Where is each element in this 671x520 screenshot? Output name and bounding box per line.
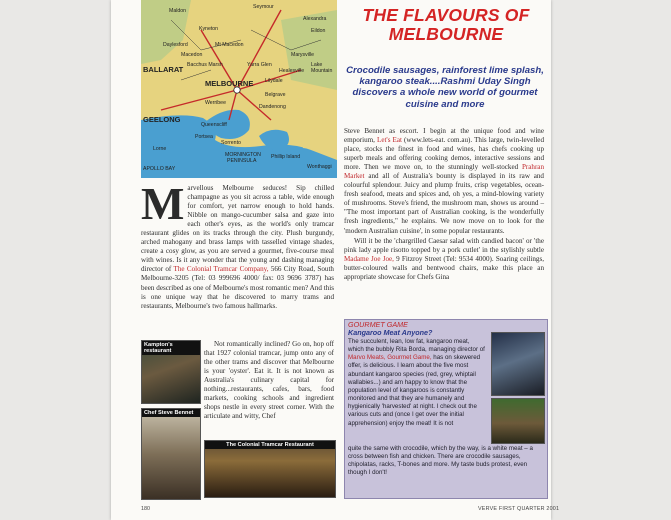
- text: and all of Australia's bounty is displayed in its raw and colourful splendour. Juicy and plump fruits, crisp vegetables, ocean-fresh seafood, meats and spices and, oh yes, a mind-blowing variety of mushrooms. Steve's friend, the mushroom man, shows us around – "The most important part of Australian cooking, is the wonderfully fresh ingredients," he explains. We now move on to look for the 'modern Australian cuisine', in some popular restaurants.: [344, 172, 544, 235]
- photo-kamptons: [141, 340, 201, 404]
- svg-text:Mountain: Mountain: [311, 68, 333, 74]
- svg-text:Queenscliff: Queenscliff: [201, 122, 227, 128]
- svg-text:MELBOURNE: MELBOURNE: [205, 79, 254, 88]
- restaurant-paragraph: [344, 237, 544, 282]
- column-1-lower: [204, 340, 334, 421]
- column-1: [141, 178, 334, 311]
- intro-text-end: 566 City Road, South Melbourne-3205 (Tel: 03 999696 4000/ fax: 03 9696 3787) has been described as one of Melbourne's most romantic men? And this is one unique way that he discovered to marry trams and restaurants, Melbourne's two famous hallmarks.: [141, 265, 334, 310]
- svg-text:Lake: Lake: [311, 62, 323, 68]
- svg-text:Macedon: Macedon: [181, 52, 203, 58]
- magazine-footer: VERVE FIRST QUARTER 2001: [478, 506, 560, 512]
- svg-text:MORNINGTON: MORNINGTON: [225, 152, 261, 158]
- sidebar-subheading: Kangaroo Meat Anyone?: [348, 328, 433, 337]
- article-title: THE FLAVOURS OF MELBOURNE: [362, 5, 530, 44]
- emporium-paragraph: [344, 127, 544, 236]
- page-number: 180: [141, 506, 150, 512]
- link-prahran-market[interactable]: Prahran Market: [344, 163, 544, 181]
- sidebar-heading: GOURMET GAME: [348, 320, 408, 329]
- map-graphic: [141, 0, 337, 178]
- text: Steve Bennet as escort. I begin at the unique food and wine emporium,: [344, 127, 544, 145]
- svg-text:Mt Macedon: Mt Macedon: [215, 42, 244, 48]
- sidebar-text-1: [348, 338, 486, 428]
- romance-paragraph: Not romantically inclined? Go on, hop off that 1927 colonial tramcar, jump onto any of the other trams and discover that Melbourne is your 'oyster'. Eat it. It is not known as Australia's culinary capital for nothing...restaurants, cafes, bars, food markets, cooking schools and ingredient shops nestle in every street corner. With the articulate and witty, Chef: [204, 340, 334, 421]
- svg-text:Marysville: Marysville: [291, 52, 315, 58]
- text: has on skewered offer, is delicious. I learn about the five most abundant kangaroo species (red, grey, whiptail wallabies...) and am happy to know that the population level of kangaroos is constantly monitored and that they are humanely and hygienically 'harvested' at night. I check out the various cuts and (once I get over the initial apprehension) enjoy the meat! It is not: [348, 354, 481, 427]
- photo-caption: Kampton's restaurant: [142, 341, 200, 355]
- photo-caption: The Colonial Tramcar Restaurant: [205, 441, 335, 449]
- svg-text:Phillip Island: Phillip Island: [271, 154, 301, 160]
- svg-text:Yarra Glen: Yarra Glen: [247, 62, 272, 68]
- svg-text:GEELONG: GEELONG: [143, 115, 181, 124]
- svg-text:Belgrave: Belgrave: [265, 92, 286, 98]
- svg-text:Wonthaggi: Wonthaggi: [307, 164, 332, 170]
- svg-text:APOLLO BAY: APOLLO BAY: [143, 166, 176, 172]
- svg-text:Bacchus Marsh: Bacchus Marsh: [187, 62, 223, 68]
- photo-chef: [141, 408, 201, 500]
- sidebar-text-2: quite the same with crocodile, which by the way, is a white meat – a cross between fish and chicken. There are crocodile sausages, chipolatas, racks, T-bones and more. My taste buds protest, even though I don't!: [348, 445, 533, 477]
- svg-text:Lorne: Lorne: [153, 146, 167, 152]
- text: The succulent, lean, low fat, kangaroo meat, which the bubbly Rita Borda, managing director of: [348, 338, 485, 354]
- svg-text:Werribee: Werribee: [205, 100, 226, 106]
- text: 9 Fitzroy Street (Tel: 9534 4000). Soaring ceilings, butter-coloured walls and bentwood chairs, make this place an appropriate showcase for Chefs Gina: [344, 254, 544, 281]
- svg-text:Daylesford: Daylesford: [163, 42, 188, 48]
- svg-text:Portsea: Portsea: [195, 134, 213, 140]
- photo-caption: Chef Steve Bennet: [142, 409, 200, 417]
- svg-text:PENINSULA: PENINSULA: [227, 158, 257, 164]
- column-2: [344, 127, 544, 282]
- drop-cap: M: [141, 178, 185, 229]
- svg-text:Kyneton: Kyneton: [199, 26, 219, 32]
- svg-text:Sorrento: Sorrento: [221, 140, 241, 146]
- text: Will it be the 'chargrilled Caesar salad with candied bacon' or 'the pink lady apple risotto topped by a pork cutlet' in the stylishly subtle: [344, 236, 544, 254]
- link-colonial-tramcar[interactable]: The Colonial Tramcar Company,: [173, 265, 269, 274]
- svg-text:BALLARAT: BALLARAT: [143, 65, 184, 74]
- intro-text: arvellous Melbourne seduces! Sip chilled champagne as you sit across a table, wide enough for comfort, yet narrow enough to hold hands. Nibble on mango-cucumber salsa and gaze into each other's eyes, as the world's only tramcar restaurant glides on its tracks through the city. Plush burgundy, arched mahogany and brass lamps with tasselled vintage shades, create a cosy glow, as you are served a gourmet, five-course meal with wines. Is it any wonder that the young and dashing managing director of: [141, 184, 334, 274]
- svg-text:Eildon: Eildon: [311, 28, 326, 34]
- svg-text:Maldon: Maldon: [169, 8, 187, 14]
- photo-rita-borda: [491, 332, 545, 396]
- photo-tramcar: [204, 440, 336, 498]
- text: (www.lets-eat. com.au). This large, twin-levelled place, stocks the finest in food and wines, has chefs cooking up superb meals and offering cooking demos, interactive sessions and more. Then we move on, to the stunningly well-stocked: [344, 136, 545, 172]
- article-deck: Crocodile sausages, rainforest lime splash, kangaroo steak....Rashmi Uday Singh discovers a whole new world of gourmet cuisine and more: [346, 65, 544, 110]
- svg-text:Seymour: Seymour: [253, 4, 274, 10]
- svg-text:Dandenong: Dandenong: [259, 104, 286, 110]
- link-madame-joe-joe[interactable]: Madame Joe Joe,: [344, 254, 394, 263]
- region-map: [141, 0, 337, 178]
- intro-paragraph: [141, 178, 334, 311]
- photo-meat-cuts: [491, 398, 545, 444]
- svg-text:Lilydale: Lilydale: [265, 78, 283, 84]
- link-marvo-meats[interactable]: Marvo Meats, Gourmet Game,: [348, 354, 432, 362]
- link-lets-eat[interactable]: Let's Eat: [376, 136, 402, 145]
- svg-text:Healesville: Healesville: [279, 68, 305, 74]
- svg-text:Alexandra: Alexandra: [303, 16, 327, 22]
